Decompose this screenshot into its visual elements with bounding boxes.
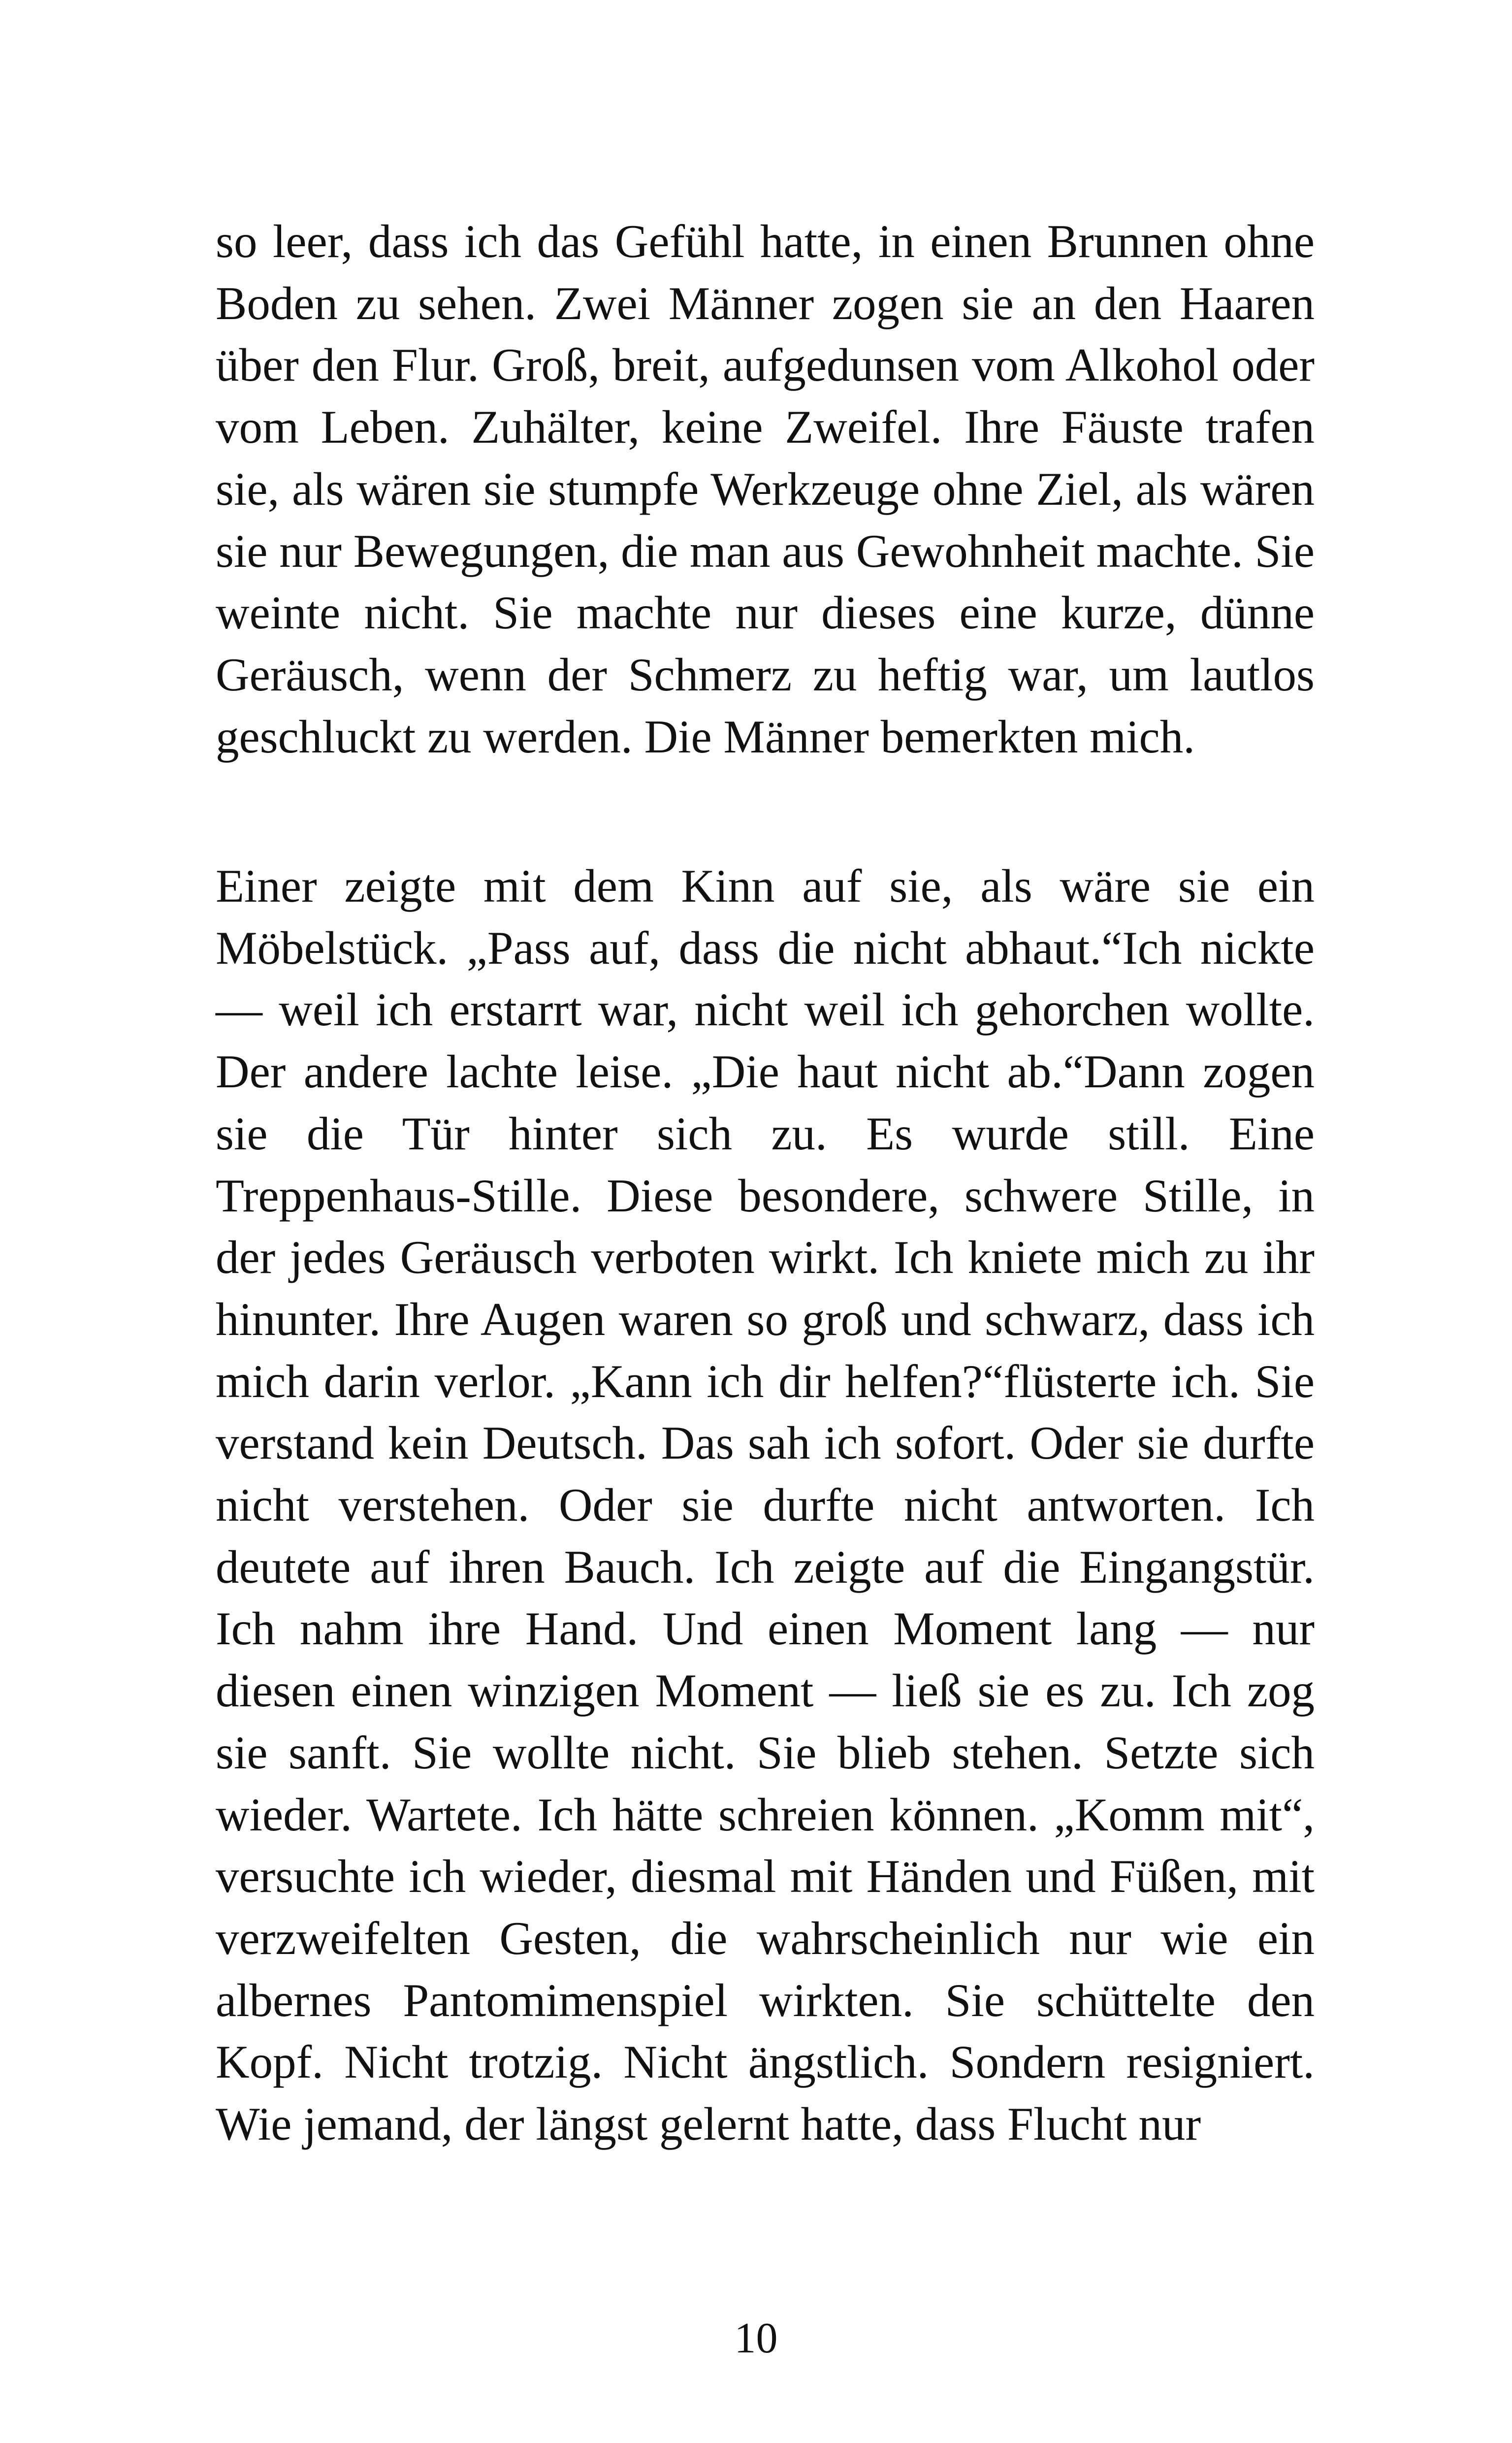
paragraph-1: [216, 211, 1315, 768]
paragraph-1-text: so leer, dass ich das Gefühl hatte, in einen Brunnen ohne Boden zu sehen. Zwei Männer zogen sie an den Haaren über den Flur. Groß, breit, aufgedunsen vom Alkohol oder vom Leben. Zuhälter, keine Zweifel. Ihre Fäuste trafen sie, als wären sie stumpfe Werkzeuge ohne Ziel, als wären sie nur Bewegungen, die man aus Gewohnheit machte. Sie weinte nicht. Sie machte nur dieses eine kurze, dünne Geräusch, wenn der Schmerz zu heftig war, um lautlos geschluckt zu werden. Die Männer bemerkten mich.: [216, 215, 1315, 763]
paragraph-2: [216, 855, 1315, 2155]
paragraph-2-text: Einer zeigte mit dem Kinn auf sie, als wäre sie ein Möbelstück. „Pass auf, dass die nicht abhaut.“Ich nickte — weil ich erstarrt war, nicht weil ich gehorchen wollte. Der andere lachte leise. „Die haut nicht ab.“Dann zogen sie die Tür hinter sich zu. Es wurde still. Eine Treppenhaus-Stille. Diese besondere, schwere Stille, in der jedes Geräusch verboten wirkt. Ich kniete mich zu ihr hinunter. Ihre Augen waren so groß und schwarz, dass ich mich darin verlor. „Kann ich dir helfen?“flüsterte ich. Sie verstand kein Deutsch. Das sah ich sofort. Oder sie durfte nicht verstehen. Oder sie durfte nicht antworten. Ich deutete auf ihren Bauch. Ich zeigte auf die Eingangstür. Ich nahm ihre Hand. Und einen Moment lang — nur diesen einen winzigen Moment — ließ sie es zu. Ich zog sie sanft. Sie wollte nicht. Sie blieb stehen. Setzte sich wieder. Wartete. Ich hätte schreien können. „Komm mit“, versuchte ich wieder, diesmal mit Händen und Füßen, mit verzweifelten Gesten, die wahrscheinlich nur wie ein albernes Pantomimenspiel wirkten. Sie schüttelte den Kopf. Nicht trotzig. Nicht ängstlich. Sondern resigniert. Wie jemand, der längst gelernt hatte, dass Flucht nur: [216, 860, 1315, 2150]
page-number: 10: [734, 2314, 778, 2362]
